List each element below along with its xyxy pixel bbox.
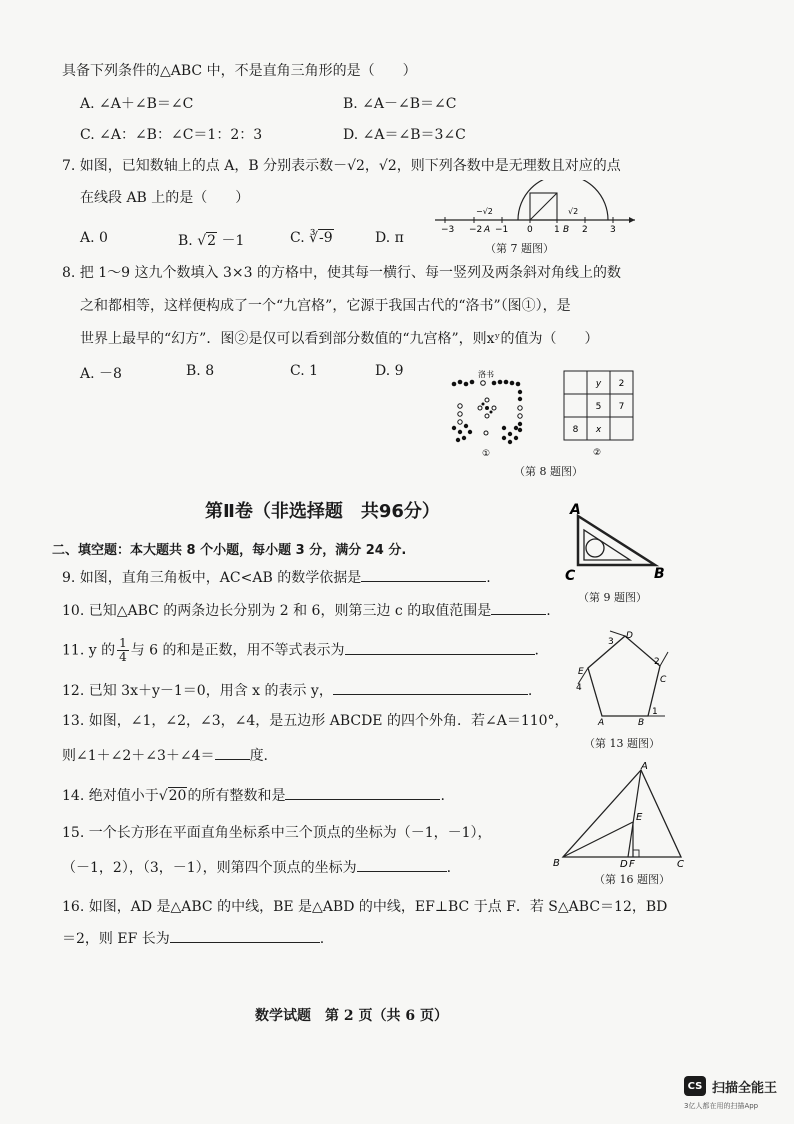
q13-caption: （第 13 题图） (584, 737, 660, 750)
q6-option-b: B. ∠A－∠B＝∠C (343, 96, 457, 112)
q7-stem-line2: 在线段 AB 上的是（ ） (80, 190, 250, 206)
scanner-watermark (684, 1076, 777, 1096)
answer-blank[interactable] (361, 567, 486, 582)
q11-stem: 11. y 的 $\frac{1}{4}$ 与 6 的和是正数，用不等式表示为 . (62, 636, 539, 664)
vertex-label: A (598, 718, 605, 728)
magic-square-figure (563, 370, 635, 458)
q8-stem-line3: 世界上最早的“幻方”．图②是仅可以看到部分数值的“九宫格”，则xʸ的值为（ ） (80, 331, 599, 347)
tick-label: 3 (610, 225, 616, 235)
q6-option-a: A. ∠A＋∠B＝∠C (80, 96, 194, 112)
axis-arrow-icon (629, 217, 635, 223)
q7-caption: （第 7 题图） (485, 242, 554, 255)
grid-cell: x (595, 425, 602, 435)
grid-cell: 2 (618, 379, 625, 389)
vertex-label: E (578, 667, 584, 677)
diagonal (530, 193, 557, 220)
q16-caption: （第 16 题图） (594, 873, 670, 886)
vertex-label: D (620, 859, 628, 870)
angle-label: 2 (654, 657, 660, 667)
root-label: −√2 (476, 207, 493, 216)
q7-number-line-figure (430, 180, 640, 235)
q6-option-d: D. ∠A＝∠B＝3∠C (343, 127, 466, 143)
grid-cell: 7 (618, 402, 625, 412)
q13-pentagon-figure (570, 628, 680, 733)
page-footer: 数学试题 第 2 页（共 6 页） (255, 1008, 448, 1024)
semicircle-arc (518, 180, 608, 220)
vertex-label: B (553, 858, 560, 869)
angle-label: 3 (608, 637, 614, 647)
q15-stem-line2: （－1，2），（3，－1），则第四个顶点的坐标为 . (62, 857, 451, 879)
answer-blank[interactable] (345, 640, 535, 655)
q9-stem: 9. 如图，直角三角板中，AC<AB 的数学依据是 . (62, 567, 491, 589)
grid-cell: 8 (572, 425, 579, 435)
q9-caption: （第 9 题图） (578, 591, 647, 604)
vertex-label: C (565, 568, 576, 584)
q8-option-b: B. 8 (186, 363, 215, 379)
vertex-label: B (654, 566, 665, 582)
q13-stem-line1: 13. 如图，∠1，∠2，∠3，∠4，是五边形 ABCDE 的四个外角．若∠A＝110°， (62, 713, 569, 729)
angle-label: 4 (576, 683, 582, 693)
q8-option-d: D. 9 (375, 363, 404, 379)
answer-blank[interactable] (491, 600, 546, 615)
fig1-label: ① (482, 449, 491, 458)
q16-triangle-figure (548, 762, 688, 870)
vertex-label: E (636, 812, 643, 823)
answer-blank[interactable] (215, 745, 250, 760)
angle-label: 1 (652, 707, 658, 717)
watermark-tagline: 3亿人都在用的扫描App (684, 1102, 759, 1110)
q10-stem: 10. 已知△ABC 的两条边长分别为 2 和 6，则第三边 c 的取值范围是 . (62, 600, 551, 622)
luoshu-title: 洛书 (478, 370, 494, 379)
vertex-label: F (629, 859, 635, 870)
q16-stem-line2: ＝2，则 EF 长为 . (62, 928, 324, 950)
q7-option-b: B. √2 －1 (178, 233, 245, 249)
vertex-label: B (638, 718, 645, 728)
answer-blank[interactable] (333, 680, 528, 695)
q14-stem: 14. 绝对值小于√20的所有整数和是 . (62, 785, 445, 807)
grid-cell: 5 (595, 402, 602, 412)
tick-label: 1 (554, 225, 560, 235)
q6-option-c: C. ∠A：∠B：∠C＝1：2：3 (80, 127, 263, 143)
root-label: √2 (568, 207, 579, 216)
q8-option-c: C. 1 (290, 363, 319, 379)
q7-option-c: C. ∛-9 (290, 230, 333, 246)
q12-stem: 12. 已知 3x＋y－1＝0，用含 x 的表示 y， . (62, 680, 532, 702)
answer-blank[interactable] (170, 928, 320, 943)
q7-stem-line1: 7. 如图，已知数轴上的点 A，B 分别表示数－√2，√2，则下列各数中是无理数且对应的点 (62, 158, 621, 174)
vertex-label: C (660, 675, 667, 685)
tick-label: −2 (469, 225, 483, 235)
q15-stem-line1: 15. 一个长方形在平面直角坐标系中三个顶点的坐标为（－1，－1）， (62, 825, 492, 841)
part2-title: 第Ⅱ卷（非选择题 共96分） (205, 501, 440, 522)
cs-logo-icon: CS (684, 1076, 706, 1096)
q16-stem-line1: 16. 如图，AD 是△ABC 的中线，BE 是△ABD 的中线，EF⊥BC 于点 F．若 S△ABC＝12，BD (62, 899, 668, 915)
q7-option-a: A. 0 (80, 230, 108, 246)
point-b-label: B (563, 225, 570, 235)
q13-stem-line2: 则∠1＋∠2＋∠3＋∠4＝ 度. (62, 745, 268, 767)
q9-triangle-figure (560, 500, 675, 585)
tick-label: 2 (582, 225, 588, 235)
q6-stem: 具备下列条件的△ABC 中，不是直角三角形的是（ ） (62, 63, 417, 79)
tick-label: 0 (527, 225, 533, 235)
answer-blank[interactable] (357, 857, 447, 872)
dots-top (452, 380, 521, 387)
q8-stem-line2: 之和都相等，这样便构成了一个“九宫格”，它源于我国古代的“洛书”（图①），是 (80, 298, 571, 314)
vertex-label: A (641, 762, 648, 772)
q8-option-a: A. －8 (80, 366, 122, 382)
q8-caption: （第 8 题图） (514, 465, 583, 478)
tick-label: −3 (441, 225, 455, 235)
fraction: $\frac{1}{4}$ (119, 636, 127, 664)
vertex-label: C (677, 859, 684, 870)
q8-stem-line1: 8. 把 1～9 这九个数填入 3×3 的方格中，使其每一横行、每一竖列及两条斜对角线上的数 (62, 265, 621, 281)
fig2-label: ② (593, 448, 602, 458)
watermark-brand: 扫描全能王 (712, 1080, 778, 1096)
answer-blank[interactable] (285, 785, 440, 800)
luoshu-figure (440, 368, 535, 458)
section-heading: 二、填空题：本大题共 8 个小题，每小题 3 分，满分 24 分. (52, 543, 407, 558)
vertex-label: D (626, 631, 633, 641)
vertex-label: A (570, 502, 581, 518)
tick-label: −1 (495, 225, 509, 235)
point-a-label: A (484, 225, 491, 235)
grid-cell: y (595, 379, 602, 389)
q7-option-d: D. π (375, 230, 404, 246)
